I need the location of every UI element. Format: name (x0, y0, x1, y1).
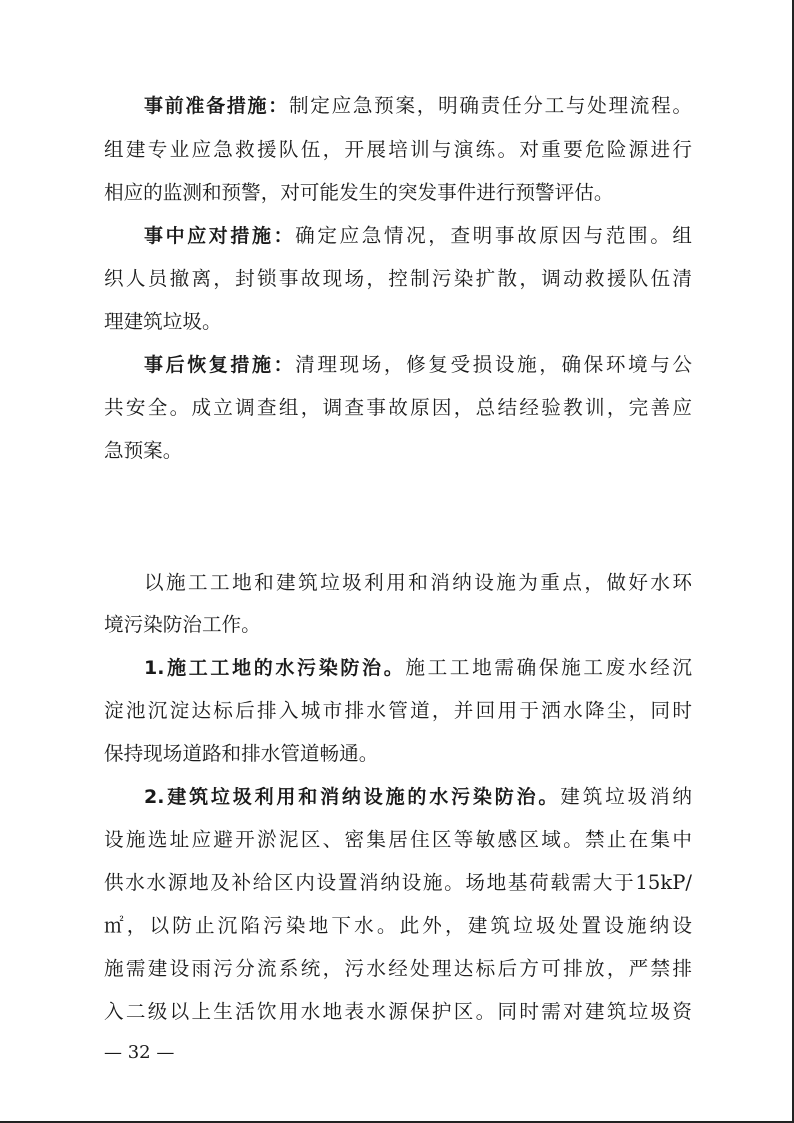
paragraph-post-event-line-3: 急预案。 (104, 439, 183, 462)
paragraph-waste-facility-line-6: 入二级以上生活饮用水地表水源保护区。同时需对建筑垃圾资 (104, 1000, 692, 1023)
paragraph-waste-facility-line-4: ㎡，以防止沉陷污染地下水。此外，建筑垃圾处置设施纳设 (104, 914, 692, 937)
paragraph-post-event-line-2: 共安全。成立调查组，调查事故原因，总结经验教训，完善应 (104, 396, 692, 419)
paragraph-pre-event-line-2: 组建专业应急救援队伍，开展培训与演练。对重要危险源进行 (104, 138, 692, 161)
paragraph-intro-line-1: 以施工工地和建筑垃圾利用和消纳设施为重点，做好水环 (144, 571, 692, 594)
paragraph-pre-event-line-3: 相应的监测和预警，对可能发生的突发事件进行预警评估。 (104, 181, 614, 204)
paragraph-construction-site-line-3: 保持现场道路和排水管道畅通。 (104, 742, 379, 765)
paragraph-post-event-line-1 (144, 352, 692, 378)
pre-event-label: 事前准备措施： (144, 95, 289, 117)
paragraph-construction-site-line-2: 淀池沉淀达标后排入城市排水管道，并回用于洒水降尘，同时 (104, 699, 692, 722)
pre-event-text: 制定应急预案，明确责任分工与处理流程。 (288, 94, 692, 117)
waste-facility-text: 建筑垃圾消纳 (560, 785, 692, 808)
paragraph-construction-site-line-1 (144, 655, 692, 681)
paragraph-waste-facility-line-2: 设施选址应避开淤泥区、密集居住区等敏感区域。禁止在集中 (104, 828, 692, 851)
post-event-text: 清理现场，修复受损设施，确保环境与公 (295, 353, 692, 376)
paragraph-pre-event-line-1 (144, 93, 692, 119)
paragraph-during-event-line-2: 织人员撤离，封锁事故现场，控制污染扩散，调动救援队伍清 (104, 267, 692, 290)
during-event-text: 确定应急情况，查明事故原因与范围。组 (295, 224, 692, 247)
paragraph-during-event-line-3: 理建筑垃圾。 (104, 310, 222, 333)
paragraph-waste-facility-line-1 (144, 784, 692, 810)
waste-facility-label: 2.建筑垃圾利用和消纳设施的水污染防治。 (144, 786, 561, 808)
page-number: — 32 — (104, 1042, 175, 1063)
paragraph-intro-line-2: 境污染防治工作。 (104, 613, 261, 636)
construction-site-text: 施工工地需确保施工废水经沉 (405, 656, 692, 679)
construction-site-label: 1.施工工地的水污染防治。 (144, 657, 406, 679)
during-event-label: 事中应对措施： (144, 225, 296, 247)
paragraph-waste-facility-line-5: 施需建设雨污分流系统，污水经处理达标后方可排放，严禁排 (104, 957, 692, 980)
paragraph-waste-facility-line-3: 供水水源地及补给区内设置消纳设施。场地基荷载需大于15kP/ (104, 871, 692, 894)
post-event-label: 事后恢复措施： (144, 354, 296, 376)
paragraph-during-event-line-1 (144, 223, 692, 249)
